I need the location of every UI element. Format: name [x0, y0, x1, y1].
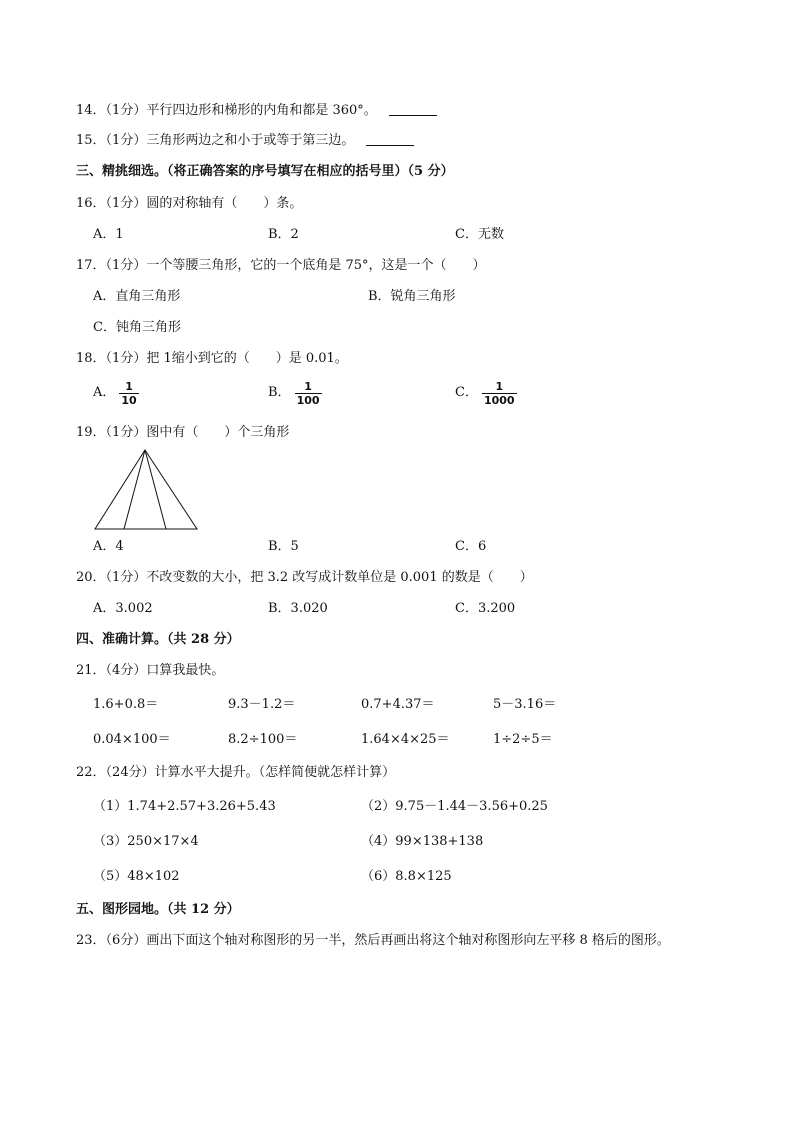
- oral-calc-item: 1÷2÷5＝: [493, 732, 553, 747]
- q20-option-b[interactable]: B．3.020: [268, 601, 328, 616]
- oral-calc-item: 0.04×100＝: [93, 732, 171, 747]
- oral-calc-item: 9.3－1.2＝: [228, 697, 296, 712]
- question-21-text: 21．（4分）口算我最快。: [76, 663, 225, 678]
- outer-triangle: [95, 450, 197, 529]
- q17-option-c[interactable]: C．钝角三角形: [93, 320, 181, 335]
- oral-calc-item: 5－3.16＝: [493, 697, 557, 712]
- question-22-text: 22．（24分）计算水平大提升。（怎样简便就怎样计算）: [76, 765, 396, 780]
- fraction-one-hundredth: $\frac{1}{100}$: [296, 379, 320, 407]
- answer-blank[interactable]: [389, 103, 437, 116]
- option-label: B．: [268, 385, 291, 400]
- q19-option-a[interactable]: A．4: [93, 539, 124, 554]
- option-label: C．: [455, 385, 478, 400]
- q17-option-b[interactable]: B．锐角三角形: [368, 289, 456, 304]
- question-15-text: 15．（1分）三角形两边之和小于或等于第三边。: [76, 133, 355, 148]
- oral-calc-item: 8.2÷100＝: [228, 732, 298, 747]
- question-18-text: 18．（1分）把 1缩小到它的（ ）是 0.01。: [76, 351, 348, 366]
- question-14-text: 14．（1分）平行四边形和梯形的内角和都是 360°。: [76, 103, 377, 118]
- triangle-figure: [94, 449, 198, 531]
- calc-item-2: （2）9.75－1.44－3.56+0.25: [361, 799, 548, 814]
- q20-option-c[interactable]: C．3.200: [455, 601, 516, 616]
- q18-option-a[interactable]: [93, 378, 139, 409]
- q18-option-b[interactable]: [268, 378, 322, 409]
- q19-option-c[interactable]: C．6: [455, 539, 487, 554]
- q19-option-b[interactable]: B．5: [268, 539, 299, 554]
- q20-option-a[interactable]: A．3.002: [93, 601, 153, 616]
- q18-option-c[interactable]: [455, 378, 517, 409]
- oral-calc-item: 1.64×4×25＝: [361, 732, 450, 747]
- inner-line-left: [124, 450, 145, 529]
- oral-calc-item: 0.7+4.37＝: [361, 697, 435, 712]
- question-16-text: 16．（1分）圆的对称轴有（ ）条。: [76, 196, 303, 211]
- calc-item-4: （4）99×138+138: [361, 834, 484, 849]
- calc-item-6: （6）8.8×125: [361, 869, 452, 884]
- section-3-title: 三、精挑细选。（将正确答案的序号填写在相应的括号里）（5 分）: [76, 164, 454, 179]
- question-15: [76, 133, 414, 149]
- calc-item-3: （3）250×17×4: [93, 834, 199, 849]
- oral-calc-item: 1.6+0.8＝: [93, 697, 159, 712]
- question-23-text: 23．（6分）画出下面这个轴对称图形的另一半，然后再画出将这个轴对称图形向左平移 8 格后的图形。: [76, 933, 670, 948]
- question-17-text: 17．（1分）一个等腰三角形，它的一个底角是 75°，这是一个（ ）: [76, 258, 486, 273]
- option-label: A．: [93, 385, 116, 400]
- question-19-text: 19．（1分）图中有（ ）个三角形: [76, 425, 290, 440]
- fraction-one-tenth: $\frac{1}{10}$: [121, 379, 137, 407]
- question-20-text: 20．（1分）不改变数的大小，把 3.2 改写成计数单位是 0.001 的数是（ ）: [76, 570, 533, 585]
- q17-option-a[interactable]: A．直角三角形: [93, 289, 181, 304]
- fraction-one-thousandth: $\frac{1}{1000}$: [483, 379, 515, 407]
- calc-item-1: （1）1.74+2.57+3.26+5.43: [93, 799, 276, 814]
- inner-line-right: [145, 450, 166, 529]
- calc-item-5: （5）48×102: [93, 869, 180, 884]
- section-4-title: 四、准确计算。（共 28 分）: [76, 632, 240, 647]
- answer-blank[interactable]: [366, 133, 414, 146]
- q16-option-c[interactable]: C．无数: [455, 227, 504, 242]
- q16-option-b[interactable]: B．2: [268, 227, 299, 242]
- q16-option-a[interactable]: A．1: [93, 227, 124, 242]
- question-14: [76, 103, 437, 119]
- section-5-title: 五、图形园地。（共 12 分）: [76, 902, 240, 917]
